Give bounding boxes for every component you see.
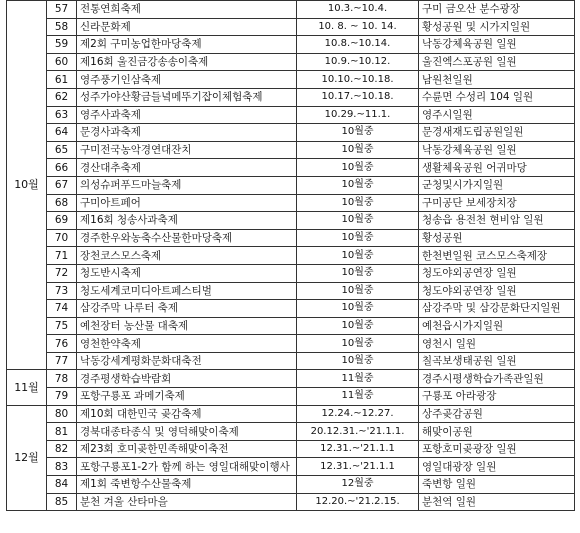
- table-row: [7, 194, 575, 212]
- festival-period-cell: 10월중: [297, 352, 419, 370]
- festival-place-cell: 삼강주막 및 삼강문화단지일원: [419, 300, 575, 318]
- festival-name-cell: 구미아트페어: [77, 194, 297, 212]
- row-number-cell: 64: [47, 124, 77, 142]
- festival-name-cell: 신라문화제: [77, 18, 297, 36]
- festival-place-cell: 포항호미곶광장 일원: [419, 440, 575, 458]
- row-number-cell: 71: [47, 247, 77, 265]
- table-row: [7, 88, 575, 106]
- row-number-cell: 84: [47, 476, 77, 494]
- festival-period-cell: 10월중: [297, 194, 419, 212]
- festival-name-cell: 경주평생학습박람회: [77, 370, 297, 388]
- festival-place-cell: 한천변일원 코스모스축제장: [419, 247, 575, 265]
- table-row: [7, 229, 575, 247]
- table-row: [7, 458, 575, 476]
- festival-place-cell: 청도야외공연장 일원: [419, 282, 575, 300]
- month-cell: 11월: [7, 370, 47, 405]
- row-number-cell: 69: [47, 212, 77, 230]
- festival-period-cell: 12.20.~'21.2.15.: [297, 493, 419, 511]
- festival-place-cell: 상주곶감공원: [419, 405, 575, 423]
- row-number-cell: 60: [47, 53, 77, 71]
- festival-place-cell: 청도야외공연장 일원: [419, 264, 575, 282]
- festival-place-cell: 영주시일원: [419, 106, 575, 124]
- month-cell: 12월: [7, 405, 47, 511]
- table-row: [7, 18, 575, 36]
- festival-name-cell: 낙동강세계평화문화대축전: [77, 352, 297, 370]
- table-row: [7, 370, 575, 388]
- festival-period-cell: 10.10.~10.18.: [297, 71, 419, 89]
- table-row: [7, 440, 575, 458]
- festival-name-cell: 제16회 울진금강송송이축제: [77, 53, 297, 71]
- table-row: [7, 335, 575, 353]
- table-row: [7, 388, 575, 406]
- festival-place-cell: 예천읍시가지일원: [419, 317, 575, 335]
- festival-place-cell: 황성공원: [419, 229, 575, 247]
- table-row: [7, 106, 575, 124]
- festival-place-cell: 죽변항 일원: [419, 476, 575, 494]
- festival-name-cell: 장천코스모스축제: [77, 247, 297, 265]
- festival-period-cell: 20.12.31.~'21.1.1.: [297, 423, 419, 441]
- table-row: [7, 53, 575, 71]
- festival-name-cell: 전통연희축제: [77, 1, 297, 19]
- festival-period-cell: 11월중: [297, 370, 419, 388]
- festival-place-cell: 남원천일원: [419, 71, 575, 89]
- festival-period-cell: 10월중: [297, 176, 419, 194]
- festival-place-cell: 경주시평생학습가족관일원: [419, 370, 575, 388]
- table-row: [7, 159, 575, 177]
- month-cell: 10월: [7, 1, 47, 370]
- festival-period-cell: 12.31.~'21.1.1: [297, 458, 419, 476]
- festival-name-cell: 제2회 구미농업한마당축제: [77, 36, 297, 54]
- table-row: [7, 300, 575, 318]
- festival-period-cell: 10월중: [297, 212, 419, 230]
- festival-name-cell: 성주가야산황금들녘메뚜기잡이체험축제: [77, 88, 297, 106]
- table-row: [7, 317, 575, 335]
- festival-period-cell: 10. 8. ~ 10. 14.: [297, 18, 419, 36]
- row-number-cell: 80: [47, 405, 77, 423]
- festival-period-cell: 12.31.~'21.1.1: [297, 440, 419, 458]
- table-row: [7, 1, 575, 19]
- row-number-cell: 68: [47, 194, 77, 212]
- table-row: [7, 405, 575, 423]
- table-row: [7, 247, 575, 265]
- row-number-cell: 77: [47, 352, 77, 370]
- festival-place-cell: 군청및시가지일원: [419, 176, 575, 194]
- festival-schedule-table: [6, 0, 575, 511]
- row-number-cell: 73: [47, 282, 77, 300]
- festival-name-cell: 제16회 청송사과축제: [77, 212, 297, 230]
- festival-place-cell: 문경새재도립공원일원: [419, 124, 575, 142]
- row-number-cell: 57: [47, 1, 77, 19]
- table-row: [7, 212, 575, 230]
- row-number-cell: 76: [47, 335, 77, 353]
- table-row: [7, 176, 575, 194]
- festival-name-cell: 청도세계코미디아트페스티벌: [77, 282, 297, 300]
- festival-name-cell: 삼강주막 나루터 축제: [77, 300, 297, 318]
- row-number-cell: 81: [47, 423, 77, 441]
- festival-place-cell: 수륜면 수성리 104 일원: [419, 88, 575, 106]
- row-number-cell: 66: [47, 159, 77, 177]
- festival-name-cell: 문경사과축제: [77, 124, 297, 142]
- festival-period-cell: 12.24.~12.27.: [297, 405, 419, 423]
- festival-period-cell: 11월중: [297, 388, 419, 406]
- festival-name-cell: 제1회 죽변항수산물축제: [77, 476, 297, 494]
- row-number-cell: 85: [47, 493, 77, 511]
- festival-name-cell: 경산대추축제: [77, 159, 297, 177]
- festival-period-cell: 10.9.~10.12.: [297, 53, 419, 71]
- festival-period-cell: 10월중: [297, 317, 419, 335]
- row-number-cell: 82: [47, 440, 77, 458]
- festival-name-cell: 구미전국농악경연대잔치: [77, 141, 297, 159]
- table-row: [7, 141, 575, 159]
- festival-schedule-body: [7, 1, 575, 511]
- table-row: [7, 352, 575, 370]
- row-number-cell: 59: [47, 36, 77, 54]
- festival-period-cell: 10월중: [297, 300, 419, 318]
- festival-period-cell: 10.29.~11.1.: [297, 106, 419, 124]
- festival-period-cell: 10월중: [297, 159, 419, 177]
- festival-place-cell: 구미 금오산 분수광장: [419, 1, 575, 19]
- festival-period-cell: 10월중: [297, 141, 419, 159]
- festival-name-cell: 예천장터 농산물 대축제: [77, 317, 297, 335]
- festival-place-cell: 생활체육공원 어귀마당: [419, 159, 575, 177]
- festival-place-cell: 칠곡보생태공원 일원: [419, 352, 575, 370]
- festival-place-cell: 구룡포 아라광장: [419, 388, 575, 406]
- festival-name-cell: 포항구룡포 과메기축제: [77, 388, 297, 406]
- table-row: [7, 493, 575, 511]
- festival-name-cell: 경주한우와농축수산물한마당축제: [77, 229, 297, 247]
- table-row: [7, 476, 575, 494]
- row-number-cell: 65: [47, 141, 77, 159]
- row-number-cell: 58: [47, 18, 77, 36]
- table-row: [7, 71, 575, 89]
- festival-name-cell: 청도반시축제: [77, 264, 297, 282]
- festival-name-cell: 경북대종타종식 및 영덕해맞이축제: [77, 423, 297, 441]
- festival-place-cell: 낙동강체육공원 일원: [419, 141, 575, 159]
- row-number-cell: 75: [47, 317, 77, 335]
- table-row: [7, 124, 575, 142]
- festival-period-cell: 10.17.~10.18.: [297, 88, 419, 106]
- row-number-cell: 79: [47, 388, 77, 406]
- row-number-cell: 78: [47, 370, 77, 388]
- row-number-cell: 83: [47, 458, 77, 476]
- festival-name-cell: 분천 겨울 산타마을: [77, 493, 297, 511]
- row-number-cell: 61: [47, 71, 77, 89]
- festival-name-cell: 의성슈퍼푸드마늘축제: [77, 176, 297, 194]
- festival-place-cell: 낙동강체육공원 일원: [419, 36, 575, 54]
- festival-place-cell: 황성공원 및 시가지일원: [419, 18, 575, 36]
- festival-place-cell: 울진엑스포공원 일원: [419, 53, 575, 71]
- festival-period-cell: 10월중: [297, 264, 419, 282]
- festival-name-cell: 제23회 호미곶한민족해맞이축전: [77, 440, 297, 458]
- festival-place-cell: 영일대광장 일원: [419, 458, 575, 476]
- festival-name-cell: 영주풍기인삼축제: [77, 71, 297, 89]
- festival-name-cell: 포항구룡포1-2가 함께 하는 영일대해맞이행사: [77, 458, 297, 476]
- festival-period-cell: 10월중: [297, 229, 419, 247]
- festival-period-cell: 10월중: [297, 335, 419, 353]
- table-row: [7, 36, 575, 54]
- festival-period-cell: 12월중: [297, 476, 419, 494]
- table-row: [7, 282, 575, 300]
- festival-place-cell: 영천시 일원: [419, 335, 575, 353]
- festival-period-cell: 10월중: [297, 247, 419, 265]
- table-row: [7, 423, 575, 441]
- festival-place-cell: 구미공단 보세장치장: [419, 194, 575, 212]
- table-row: [7, 264, 575, 282]
- festival-period-cell: 10월중: [297, 124, 419, 142]
- row-number-cell: 70: [47, 229, 77, 247]
- row-number-cell: 74: [47, 300, 77, 318]
- row-number-cell: 63: [47, 106, 77, 124]
- festival-period-cell: 10.3.~10.4.: [297, 1, 419, 19]
- festival-place-cell: 청송읍 용전천 현비암 일원: [419, 212, 575, 230]
- festival-name-cell: 제10회 대한민국 곶감축제: [77, 405, 297, 423]
- festival-place-cell: 해맞이공원: [419, 423, 575, 441]
- festival-name-cell: 영천한약축제: [77, 335, 297, 353]
- festival-period-cell: 10월중: [297, 282, 419, 300]
- row-number-cell: 62: [47, 88, 77, 106]
- festival-name-cell: 영주사과축제: [77, 106, 297, 124]
- festival-period-cell: 10.8.~10.14.: [297, 36, 419, 54]
- row-number-cell: 72: [47, 264, 77, 282]
- row-number-cell: 67: [47, 176, 77, 194]
- festival-place-cell: 분천역 일원: [419, 493, 575, 511]
